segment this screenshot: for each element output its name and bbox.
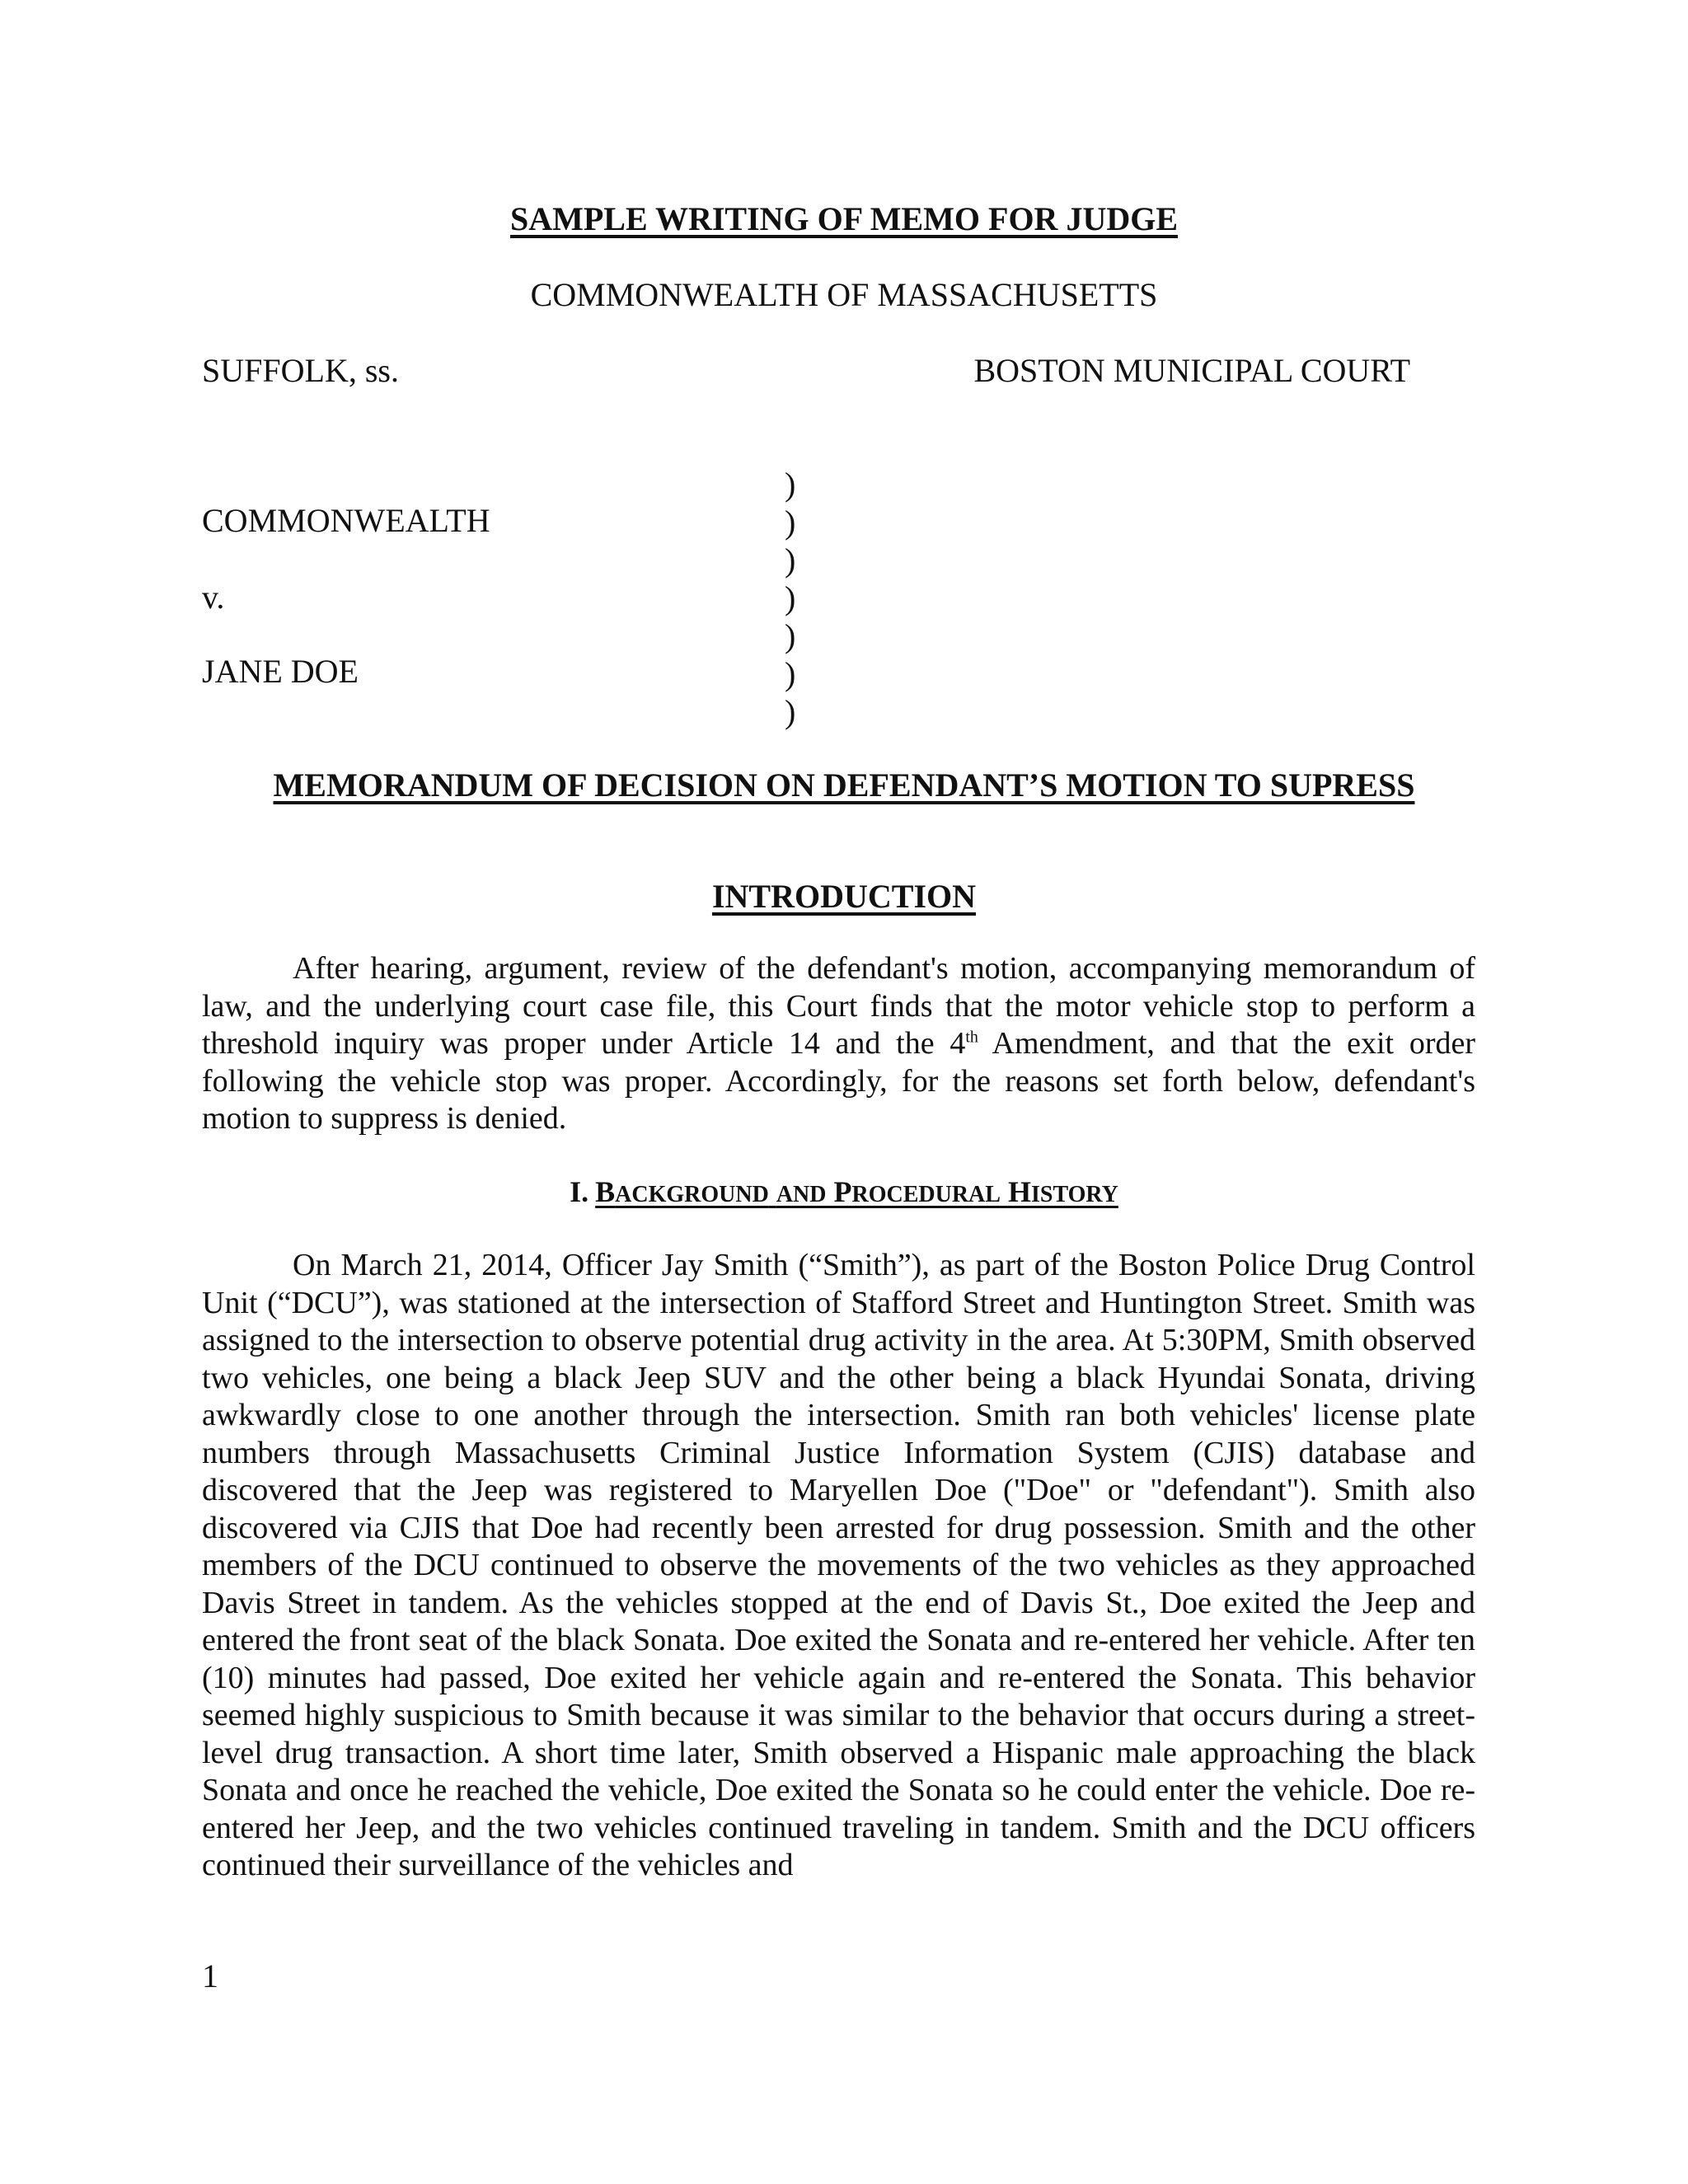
court-label: BOSTON MUNICIPAL COURT bbox=[973, 352, 1410, 389]
section-heading bbox=[0, 1177, 1688, 1207]
introduction-paragraph bbox=[202, 950, 1475, 1138]
caption-paren: ) bbox=[785, 466, 796, 503]
caption-paren: ) bbox=[785, 579, 796, 616]
caption-plaintiff: COMMONWEALTH bbox=[202, 502, 490, 539]
caption-paren: ) bbox=[785, 655, 796, 692]
jurisdiction-label: COMMONWEALTH OF MASSACHUSETTS bbox=[530, 276, 1158, 313]
caption-paren: ) bbox=[785, 541, 796, 579]
county-label: SUFFOLK, ss. bbox=[202, 352, 399, 389]
section-numeral: I. bbox=[570, 1175, 589, 1208]
caption-versus: v. bbox=[202, 579, 225, 616]
section-title: BACKGROUND AND PROCEDURAL HISTORY bbox=[595, 1175, 1118, 1208]
background-paragraph: On March 21, 2014, Officer Jay Smith (“Smith”), as part of the Boston Police Drug Control Unit (“DCU”), was stationed at the intersection of Stafford Street and Huntington Street. Smith was assigned to the intersection to observe potential drug activity in the area. At 5:30PM, Smith observed two vehicles, one being a black Jeep SUV and the other being a black Hyundai Sonata, driving awkwardly close to one another through the intersection. Smith ran both vehicles' license plate numbers through Massachusetts Criminal Justice Information System (CJIS) database and discovered that the Jeep was registered to Maryellen Doe ("Doe" or "defendant"). Smith also discovered via CJIS that Doe had recently been arrested for drug possession. Smith and the other members of the DCU continued to observe the movements of the two vehicles as they approached Davis Street in tandem. As the vehicles stopped at the end of Davis St., Doe exited the Jeep and entered the front seat of the black Sonata. Doe exited the Sonata and re-entered her vehicle. After ten (10) minutes had passed, Doe exited her vehicle again and re-entered the Sonata. This behavior seemed highly suspicious to Smith because it was similar to the behavior that occurs during a street-level drug transaction. A short time later, Smith observed a Hispanic male approaching the black Sonata and once he reached the vehicle, Doe exited the Sonata so he could enter the vehicle. Doe re-entered her Jeep, and the two vehicles continued traveling in tandem. Smith and the DCU officers continued their surveillance of the vehicles and bbox=[202, 1248, 1475, 1882]
caption-paren: ) bbox=[785, 617, 796, 654]
ordinal-superscript: th bbox=[965, 1028, 978, 1047]
caption-paren: ) bbox=[785, 693, 796, 730]
memorandum-title: MEMORANDUM OF DECISION ON DEFENDANT’S MOTION TO SUPRESS bbox=[273, 766, 1415, 804]
caption-paren: ) bbox=[785, 504, 796, 541]
caption-defendant: JANE DOE bbox=[202, 653, 359, 690]
introduction-text-continued: Amendment, and that the exit order following the vehicle stop was proper. Accordingly, for the reasons set forth below, defendant's motion to suppress is denied. bbox=[202, 1026, 1475, 1136]
introduction-text: After hearing, argument, review of the defendant's motion, accompanying memorandum of law, and the underlying court case file, this Court finds that the motor vehicle stop to perform a threshold inquiry was proper under Article 14 and the 4 bbox=[202, 951, 1475, 1061]
document-heading: SAMPLE WRITING OF MEMO FOR JUDGE bbox=[509, 200, 1179, 237]
page-number: 1 bbox=[202, 1957, 218, 1994]
introduction-heading: INTRODUCTION bbox=[711, 878, 977, 915]
